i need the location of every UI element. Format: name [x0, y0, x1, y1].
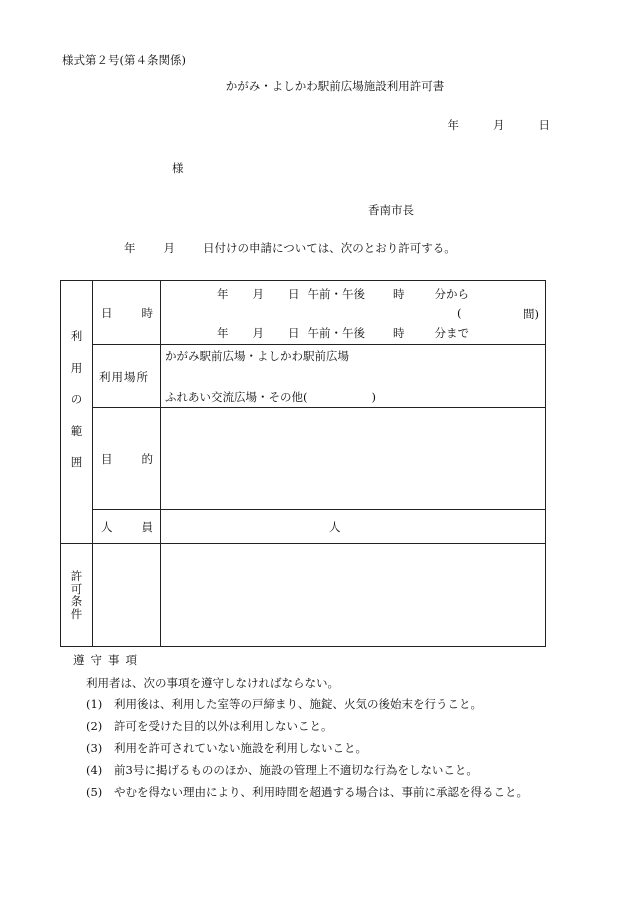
datetime-from: 年 月 日 午前・午後 時 分から	[217, 287, 469, 301]
col-divider-2	[160, 281, 161, 646]
compliance-item: (4) 前3号に掲げるもののほか、施設の管理上不適切な行為をしないこと。	[86, 763, 478, 777]
people-unit: 人	[329, 520, 341, 534]
place-options-line1: かがみ駅前広場・よしかわ駅前広場	[165, 349, 349, 363]
compliance-item: (2) 許可を受けた目的以外は利用しないこと。	[86, 719, 333, 733]
addressee-suffix: 様	[172, 161, 184, 175]
row-divider-place	[92, 407, 546, 408]
issue-date: 年 月 日	[447, 118, 550, 132]
place-label: 利用場所	[99, 370, 149, 384]
compliance-item: (3) 利用を許可されていない施設を利用しないこと。	[86, 741, 367, 755]
compliance-lead: 利用者は、次の事項を遵守しなければならない。	[86, 676, 339, 690]
people-label: 人 員	[101, 520, 153, 534]
usage-scope-label: 利 用 の 範 囲	[70, 329, 83, 469]
issuer-name: 香南市長	[368, 203, 414, 217]
place-options-line2: ふれあい交流広場・その他( )	[165, 390, 376, 404]
intro-sentence: 年 月 日付けの申請については、次のとおり許可する。	[124, 241, 456, 255]
datetime-to: 年 月 日 午前・午後 時 分まで	[217, 326, 469, 340]
compliance-heading: 遵守事項	[73, 653, 143, 667]
col-divider-1	[92, 281, 93, 646]
purpose-label: 目 的	[101, 452, 153, 466]
row-divider-purpose	[92, 509, 546, 510]
row-divider-datetime	[92, 344, 546, 345]
compliance-item: (5) やむを得ない理由により、利用時間を超過する場合は、事前に承認を得ること。	[86, 785, 528, 799]
permit-conditions-label: 許 可 条 件	[70, 569, 83, 621]
row-divider-conditions	[61, 543, 546, 544]
document-title: かがみ・よしかわ駅前広場施設利用許可書	[225, 79, 445, 93]
permit-table	[60, 280, 546, 647]
compliance-item: (1) 利用後は、利用した室等の戸締まり、施錠、火気の後始末を行うこと。	[86, 697, 482, 711]
datetime-duration: ( 間)	[457, 306, 539, 321]
datetime-label: 日 時	[101, 306, 153, 320]
form-number: 様式第２号(第４条関係)	[62, 53, 186, 67]
